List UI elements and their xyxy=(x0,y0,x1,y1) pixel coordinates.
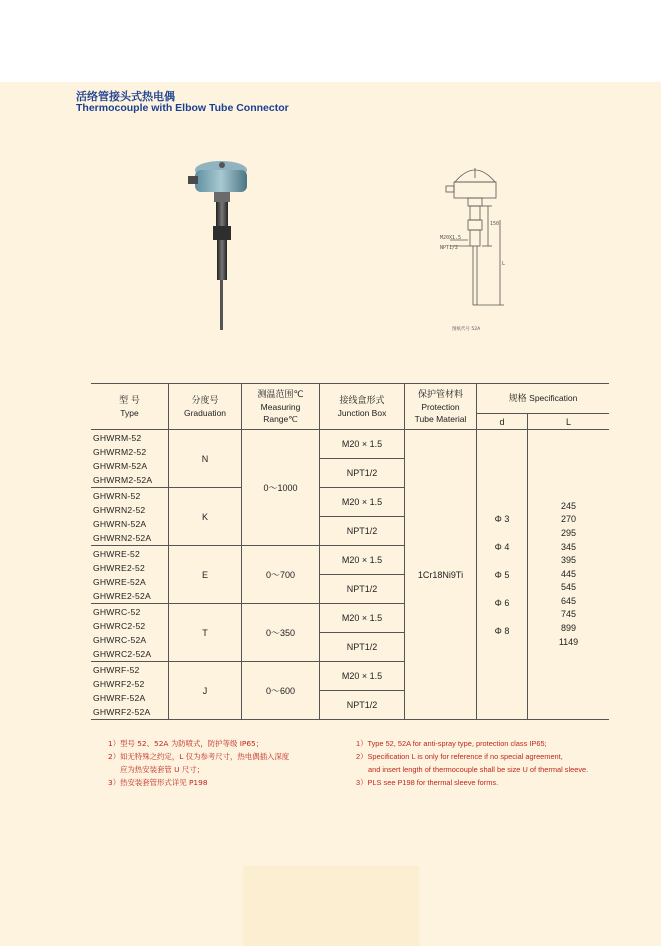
junction-box-cell: NPT1/2 xyxy=(320,459,405,488)
range-cell: 0～600 xyxy=(242,662,320,720)
type-cell xyxy=(91,488,169,546)
type-label: GHWRF2-52 xyxy=(93,678,145,689)
protection-header-en2: Tube Material xyxy=(414,413,467,424)
junction-box-cell: M20 × 1.5 xyxy=(320,430,405,459)
type-header-cn: 型 号 xyxy=(119,395,140,406)
type-label: GHWRC2-52 xyxy=(93,620,146,631)
range-cell: 0～700 xyxy=(242,546,320,604)
note-line: 应为热安装套管 U 尺寸； xyxy=(120,765,205,774)
L-value: 745 xyxy=(560,609,577,620)
L-value: 345 xyxy=(560,541,577,552)
range-cell: 0～350 xyxy=(242,604,320,662)
col-junction-box-header xyxy=(320,384,405,430)
note-line: 3）热安装套管形式详见 P198 xyxy=(108,778,208,787)
note-line: and insert length of thermocouple shall be size U of thermal sleeve. xyxy=(368,765,589,774)
specification-table xyxy=(91,383,609,720)
graduation-cell: K xyxy=(169,488,242,546)
junction-box-cell: NPT1/2 xyxy=(320,517,405,546)
junction-box-cell: NPT1/2 xyxy=(320,633,405,662)
type-label: GHWRE-52 xyxy=(93,548,140,559)
range-cell: 0～1000 xyxy=(242,430,320,546)
protection-header-cn: 保护管材料 xyxy=(417,389,463,400)
d-value: Φ 5 xyxy=(494,569,510,580)
page-footer-patch xyxy=(243,866,419,946)
note-line: 1）型号 52、52A 为防喷式，防护等级 IP65； xyxy=(108,739,264,748)
type-label: GHWRN-52 xyxy=(93,490,141,501)
graduation-cell: T xyxy=(169,604,242,662)
d-value: Φ 8 xyxy=(494,625,510,636)
L-value: 445 xyxy=(560,568,577,579)
type-label: GHWRM2-52A xyxy=(93,474,153,485)
junction-box-cell: M20 × 1.5 xyxy=(320,546,405,575)
type-label: GHWRF2-52A xyxy=(93,706,151,717)
L-value: 645 xyxy=(560,595,577,606)
type-label: GHWRN2-52 xyxy=(93,504,146,515)
d-value: Φ 6 xyxy=(494,597,510,608)
type-label: GHWRN2-52A xyxy=(93,532,152,543)
dim-150-label: 150 xyxy=(490,221,500,227)
dim-L-label: L xyxy=(502,261,506,267)
graduation-header-en: Graduation xyxy=(183,407,227,418)
L-value: 270 xyxy=(560,514,577,525)
type-cell xyxy=(91,662,169,720)
col-d-header: d xyxy=(477,414,528,430)
junction-box-cell: M20 × 1.5 xyxy=(320,488,405,517)
col-protection-header xyxy=(405,384,477,430)
L-value: 899 xyxy=(560,623,577,634)
d-value: Φ 3 xyxy=(494,513,510,524)
type-label: GHWRN-52A xyxy=(93,518,147,529)
note-line: 1）Type 52, 52A for anti-spray type, protection class IP65; xyxy=(356,739,547,748)
spec-header-cn: 规格 xyxy=(508,394,527,404)
type-label: GHWRE2-52 xyxy=(93,562,145,573)
graduation-header-cn: 分度号 xyxy=(191,395,219,406)
type-label: GHWRE2-52A xyxy=(93,590,151,601)
junction-box-cell: M20 × 1.5 xyxy=(320,604,405,633)
note-line: 2）如无特殊之约定，L 仅为参考尺寸，热电偶插入深度 xyxy=(108,752,290,761)
type-label: GHWRF-52A xyxy=(93,692,146,703)
L-value: 545 xyxy=(560,582,577,593)
header-row xyxy=(91,384,609,414)
col-specification-header xyxy=(477,384,610,414)
notes-english xyxy=(356,737,588,789)
box-header-en: Junction Box xyxy=(337,407,387,418)
graduation-cell: N xyxy=(169,430,242,488)
dim-m20-label: M20X1.5 xyxy=(440,235,462,241)
type-label: GHWRC2-52A xyxy=(93,648,152,659)
d-values-cell xyxy=(477,430,528,720)
material-cell: 1Cr18Ni9Ti xyxy=(405,430,477,720)
L-value: 395 xyxy=(560,555,577,566)
protection-header-en1: Protection xyxy=(421,401,460,412)
type-cell xyxy=(91,430,169,488)
graduation-cell: J xyxy=(169,662,242,720)
L-value: 1149 xyxy=(558,636,579,647)
junction-box-cell: NPT1/2 xyxy=(320,575,405,604)
range-header-en1: Measuring xyxy=(260,401,301,412)
thermocouple-photo xyxy=(176,150,266,335)
junction-box-cell: M20 × 1.5 xyxy=(320,662,405,691)
drawing-caption: 图纸代号 52A xyxy=(452,327,481,332)
col-type-header xyxy=(91,384,169,430)
notes-chinese xyxy=(108,737,289,789)
L-value: 245 xyxy=(560,500,577,511)
type-cell xyxy=(91,604,169,662)
range-header-cn: 测温范围℃ xyxy=(257,389,304,400)
type-label: GHWRM-52A xyxy=(93,460,148,471)
note-line: 3）PLS see P198 for thermal sleeve forms. xyxy=(356,778,499,787)
d-value: Φ 4 xyxy=(494,541,510,552)
type-label: GHWRM-52 xyxy=(93,432,142,443)
col-L-header: L xyxy=(528,414,610,430)
box-header-cn: 接线盒形式 xyxy=(339,395,385,406)
type-cell xyxy=(91,546,169,604)
type-label: GHWRC-52 xyxy=(93,606,141,617)
type-label: GHWRE-52A xyxy=(93,576,146,587)
type-label: GHWRC-52A xyxy=(93,634,147,645)
type-label: GHWRM2-52 xyxy=(93,446,147,457)
type-header-en: Type xyxy=(120,407,139,418)
table-row xyxy=(91,430,609,459)
range-header-en2: Range℃ xyxy=(263,413,298,424)
dimension-drawing xyxy=(430,150,540,340)
L-values-cell xyxy=(528,430,610,720)
dim-npt-label: NPT1/2 xyxy=(440,245,459,251)
junction-box-cell: NPT1/2 xyxy=(320,691,405,720)
L-value: 295 xyxy=(560,527,577,538)
title-chinese: 活络管接头式热电偶 xyxy=(76,90,175,103)
col-range-header xyxy=(242,384,320,430)
note-line: 2）Specification L is only for reference if no special agreement, xyxy=(356,752,563,761)
type-label: GHWRF-52 xyxy=(93,664,140,675)
graduation-cell: E xyxy=(169,546,242,604)
title-english: Thermocouple with Elbow Tube Connector xyxy=(76,102,289,114)
col-graduation-header xyxy=(169,384,242,430)
spec-header-en: Specification xyxy=(529,393,578,403)
